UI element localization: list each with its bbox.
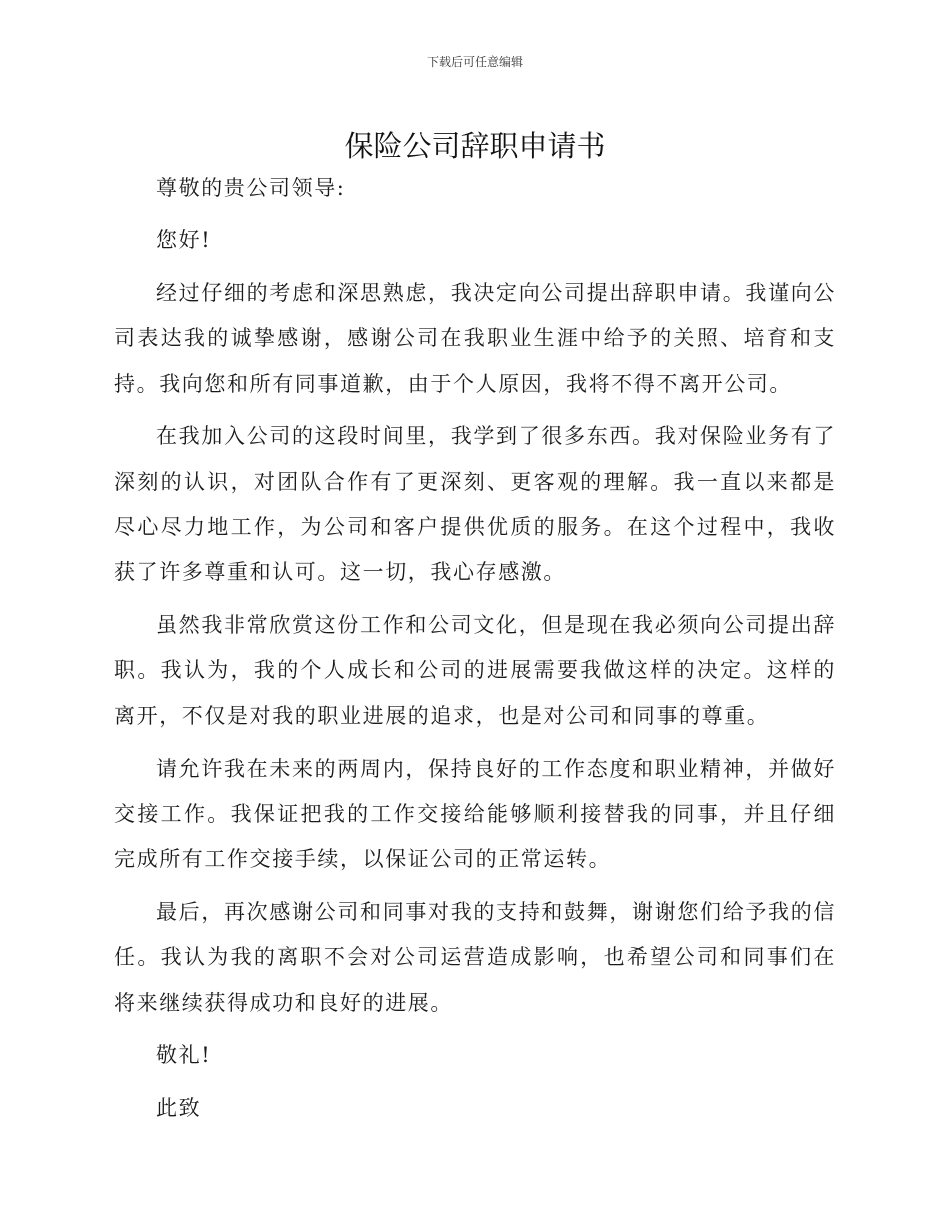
header-note: 下载后可任意编辑	[426, 55, 523, 69]
document-body	[114, 166, 836, 1139]
greeting: 您好!	[156, 228, 212, 253]
body-paragraph-3: 虽然我非常欣赏这份工作和公司文化，但是现在我必须向公司提出辞职。我认为，我的个人成长和公司的进展需要我做这样的决定。这样的离开，不仅是对我的职业进展的追求，也是对公司和同事的尊重。	[114, 613, 836, 728]
salutation: 尊敬的贵公司领导:	[156, 176, 346, 200]
sign-off: 此致	[156, 1096, 202, 1121]
body-paragraph-2: 在我加入公司的这段时间里，我学到了很多东西。我对保险业务有了深刻的认识，对团队合作有了更深刻、更客观的理解。我一直以来都是尽心尽力地工作，为公司和客户提供优质的服务。在这个过程中，我收获了许多尊重和认可。这一切，我心存感激。	[114, 424, 836, 585]
document-title: 保险公司辞职申请书	[344, 129, 606, 163]
body-paragraph-5: 最后，再次感谢公司和同事对我的支持和鼓舞，谢谢您们给予我的信任。我认为我的离职不会对公司运营造成影响，也希望公司和同事们在将来继续获得成功和良好的进展。	[114, 899, 836, 1015]
closing: 敬礼!	[156, 1043, 212, 1068]
body-paragraph-4: 请允许我在未来的两周内，保持良好的工作态度和职业精神，并做好交接工作。我保证把我的工作交接给能够顺利接替我的同事，并且仔细完成所有工作交接手续，以保证公司的正常运转。	[114, 756, 836, 872]
body-paragraph-1: 经过仔细的考虑和深思熟虑，我决定向公司提出辞职申请。我谨向公司表达我的诚挚感谢，感谢公司在我职业生涯中给予的关照、培育和支持。我向您和所有同事道歉，由于个人原因，我将不得不离开公司。	[114, 281, 836, 396]
